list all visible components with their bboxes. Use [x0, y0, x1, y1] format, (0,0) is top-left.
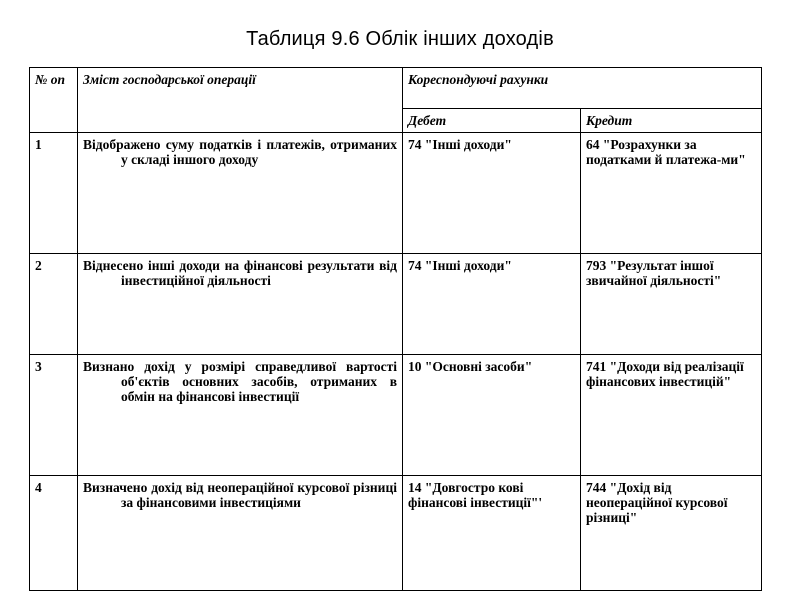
table-row [30, 254, 762, 355]
credit-account: 64 "Розрахунки за податками й платежа-ми" [581, 133, 762, 254]
table-row [30, 476, 762, 591]
credit-account: 741 "Доходи від реалізації фінансових інвестицій" [581, 355, 762, 476]
operation-content [78, 476, 403, 591]
operation-content [78, 355, 403, 476]
row-number: 4 [30, 476, 78, 591]
debit-account: 10 "Основні засоби" [403, 355, 581, 476]
header-content: Зміст господарської операції [78, 68, 403, 133]
credit-account: 744 "Дохід від неопераційної курсової різниці" [581, 476, 762, 591]
operation-text: Відображено суму податків і платежів, отриманих у складі іншого доходу [83, 137, 397, 167]
debit-account: 74 "Інші доходи" [403, 254, 581, 355]
operation-text: Віднесено інші доходи на фінансові результати від інвестиційної діяльності [83, 258, 397, 288]
other-income-table [29, 67, 762, 591]
page-title: Таблиця 9.6 Облік інших доходів [246, 28, 554, 50]
header-accounts: Кореспондуючі рахунки [403, 68, 762, 109]
debit-account: 74 "Інші доходи" [403, 133, 581, 254]
operation-text: Визнано дохід у розмірі справедливої вартості об'єктів основних засобів, отриманих в обмін на фінансові інвестиції [83, 359, 397, 404]
table-row [30, 133, 762, 254]
operation-content [78, 254, 403, 355]
table-row [30, 355, 762, 476]
operation-content [78, 133, 403, 254]
header-credit: Кредит [581, 109, 762, 133]
debit-account: 14 "Довгостро кові фінансові інвестиції"' [403, 476, 581, 591]
header-num: № оп [30, 68, 78, 133]
header-debit: Дебет [403, 109, 581, 133]
credit-account: 793 "Результат іншої звичайної діяльності" [581, 254, 762, 355]
row-number: 3 [30, 355, 78, 476]
row-number: 1 [30, 133, 78, 254]
header-row [30, 68, 762, 109]
operation-text: Визначено дохід від неопераційної курсової різниці за фінансовими інвестиціями [83, 480, 397, 510]
row-number: 2 [30, 254, 78, 355]
